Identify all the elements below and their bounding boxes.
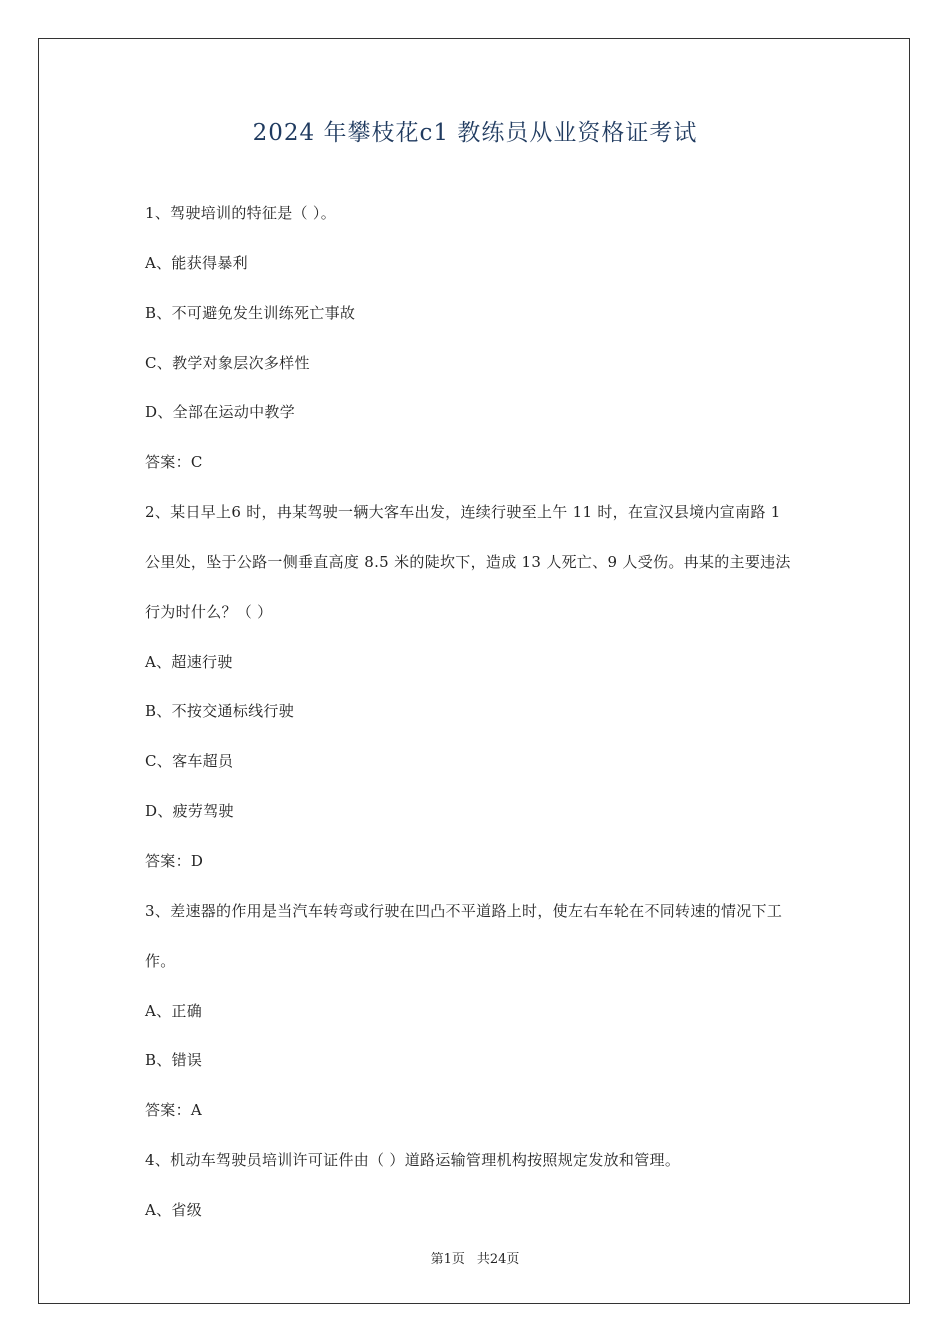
document-body: [145, 198, 810, 1245]
question-3-answer: 答案：A: [145, 1101, 203, 1120]
question-3-option-b: B、错误: [145, 1051, 203, 1070]
question-3-stem-line-1: 3、差速器的作用是当汽车转弯或行驶在凹凸不平道路上时，使左右车轮在不同转速的情况下工: [145, 901, 783, 920]
question-1-option-d: D、全部在运动中教学: [145, 403, 296, 422]
document-title: 2024 年攀枝花c1 教练员从业资格证考试: [252, 120, 698, 146]
page-number: 第1页: [430, 1252, 465, 1267]
question-4-option-a: A、省级: [145, 1200, 203, 1219]
question-2-option-a: A、超速行驶: [145, 652, 233, 671]
question-2-stem-line-1: 2、某日早上6 时，冉某驾驶一辆大客车出发，连续行驶至上午 11 时，在宣汉县境内宣南路 1: [145, 503, 781, 522]
question-1-option-a: A、能获得暴利: [145, 253, 248, 272]
question-2-option-c: C、客车超员: [145, 752, 234, 771]
question-4-stem: 4、机动车驾驶员培训许可证件由（ ）道路运输管理机构按照规定发放和管理。: [145, 1151, 681, 1170]
page-footer: [0, 1248, 950, 1267]
question-1-stem: 1、驾驶培训的特征是（ ）。: [145, 204, 337, 222]
question-2-option-b: B、不按交通标线行驶: [145, 702, 295, 721]
question-1-option-c: C、教学对象层次多样性: [145, 353, 310, 372]
question-2-option-d: D、疲劳驾驶: [145, 802, 234, 821]
question-3-stem-line-2: 作。: [145, 951, 176, 970]
question-3-option-a: A、正确: [145, 1001, 203, 1020]
page-total: 共24页: [476, 1252, 520, 1267]
question-2-stem-line-3: 行为时什么？（ ）: [145, 602, 273, 621]
question-2-answer: 答案：D: [145, 851, 204, 870]
question-1-answer: 答案：C: [145, 453, 203, 472]
question-2-stem-line-2: 公里处，坠于公路一侧垂直高度 8.5 米的陡坎下，造成 13 人死亡、9 人受伤。冉某的主要违法: [145, 552, 791, 571]
question-1-option-b: B、不可避免发生训练死亡事故: [145, 303, 356, 322]
